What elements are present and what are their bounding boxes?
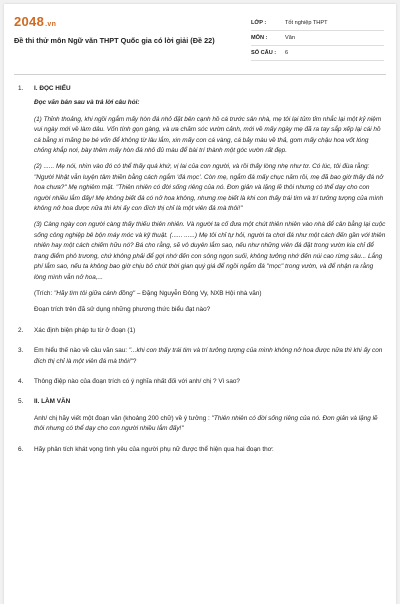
question-text: Đoạn trích trên đã sử dụng những phương thức biểu đạt nào?	[34, 306, 211, 314]
question-text: Hãy phân tích khát vọng tình yêu của người phụ nữ được thể hiện qua hai đoạn thơ:	[34, 445, 274, 453]
source-title: "Hãy tìm tôi giữa cánh đồng"	[54, 289, 136, 297]
question-prefix: Em hiểu thế nào về câu văn sau:	[34, 347, 129, 355]
section-heading: I. ĐỌC HIỂU	[34, 85, 71, 92]
question-4	[18, 377, 386, 387]
question-body	[34, 397, 386, 434]
question-suffix: ?	[132, 357, 137, 365]
question-1	[18, 84, 386, 316]
info-label: SỐ CÂU :	[251, 50, 277, 56]
exam-title: Đề thi thử môn Ngữ văn THPT Quốc gia có lời giải (Đề 22)	[14, 36, 215, 45]
passage-source	[34, 289, 386, 299]
exam-page	[4, 4, 396, 604]
question-text	[34, 414, 386, 435]
question-number: 6.	[18, 445, 24, 453]
passage-paragraph-3: (3) Càng ngày con người càng thấy thiếu thiên nhiên. Và người ta cố đưa một chút thiên nhiên vào nhà để cân bằng lại cuộc sống công nghiệp bê bộn máy móc và kỹ thuật. (...... ......) Mẹ tôi chỉ tự hỏi, người ta chơi đá như một cách đến gần với thiên nhiên hay một cách chiếm hữu nó? Bá cho rằng, sẽ vô duyên lắm sao, nếu như những viên đá đặt trong vườn kia chỉ để trang điểm phô trương, chứ không phải để gợi nhớ đến con sông ngọn suối, không tưởng nhớ đến núi cao rừng sâu... Lắng phí lắm sao, nếu ta không bao giờ chịu bỏ chút thời gian quý giá để ngồi ngắm đá "mọc" trong vườn, và để nhận ra rằng lòng mình vẫn nở hoa,...	[34, 221, 386, 281]
source-prefix: (Trích:	[34, 289, 54, 297]
question-quote: "...khi con thấy trái tim và trí tưởng tượng của mình không nở hoa được nữa thì khi ấy con đích thị chỉ là một viên đá mà thôi!"	[34, 347, 383, 365]
question-quote: "Thiên nhiên có đời sống riêng của nó. Đơn giản và lặng lẽ thôi nhưng có thể dạy cho con người nhiều lắm đấy!"	[34, 414, 378, 433]
site-logo[interactable]	[14, 14, 56, 29]
instruction: Đọc văn bản sau và trả lời câu hỏi:	[34, 99, 140, 107]
exam-content	[18, 84, 386, 465]
info-row-subject	[251, 31, 384, 46]
question-3	[18, 346, 386, 367]
question-text: Thông điệp nào của đoạn trích có ý nghĩa nhất đối với anh/ chị ? Vì sao?	[34, 377, 240, 385]
info-label: LỚP :	[251, 20, 267, 26]
question-text: Xác định biện pháp tu từ ở đoạn (1)	[34, 326, 136, 334]
info-value: 6	[285, 50, 289, 56]
logo-suffix: .vn	[45, 21, 57, 28]
info-value: Văn	[285, 35, 295, 41]
question-number: 5.	[18, 398, 24, 406]
header-divider	[14, 74, 386, 75]
question-2	[18, 326, 386, 336]
question-text	[34, 346, 386, 367]
passage-paragraph-2: (2) ...... Mẹ nói, nhìn vào đó có thể thấy quá khứ, vị lai của con người, và rồi thấy lòng nhẹ như tơ. Có lúc, tôi đùa rằng: "Người Nhật vẫn luyện tâm thiền bằng cách ngắm 'đá mọc'. Còn mẹ, ngắm đá mấy chục năm rồi, mẹ đã bao giờ thấy đá nở hoa chưa?" Mẹ nghiêm mặt. "Thiên nhiên có đời sống riêng của nó. Đơn giản và lặng lẽ thôi nhưng có thể dạy cho con người nhiều lắm đấy! Mẹ không biết đá có nở hoa không, nhưng mẹ biết là khi con thấy trái tim và trí tưởng tượng của mình không nở hoa được nữa thì khi ấy con đích thị chỉ là một viên đá mà thôi!"	[34, 163, 384, 213]
question-number: 4.	[18, 377, 24, 385]
question-5	[18, 397, 386, 434]
info-value: Tốt nghiệp THPT	[285, 20, 328, 26]
section-heading: II. LÀM VĂN	[34, 398, 71, 406]
info-row-class	[251, 16, 384, 31]
question-number: 3.	[18, 347, 24, 355]
question-number: 1.	[18, 85, 24, 92]
passage-paragraph-1: (1) Thỉnh thoảng, khi ngồi ngắm mấy hòn đá nhỏ đặt bên cạnh hồ cá trước sân nhà, mẹ tôi lại tủm tỉm nhắc lại một kỷ niệm vui ngày mới về làm dâu. Vốn tính gọn gàng, và ưa chăm sóc vườn cảnh, mới về mấy ngày mẹ đã ra tay sắp xếp lại cái hồ cá bằng xi măng be bé vốn để không từ lâu lắm, xin mấy con cá vàng, cá bảy màu về thả, gom mấy chậu hoa vốt lóng chỏng khắp nơi, bày thêm mấy hòn đá nhỏ đủ màu để bài trí thành một góc vườn rất đẹp.	[34, 115, 382, 155]
question-body	[34, 84, 386, 316]
source-suffix: – Đặng Nguyễn Đông Vy, NXB Hội nhà văn)	[135, 289, 262, 297]
logo-text: 2048	[14, 14, 45, 29]
question-prefix: Anh/ chị hãy viết một đoạn văn (khoảng 200 chữ) về ý tưởng :	[34, 414, 210, 422]
question-number: 2.	[18, 326, 24, 334]
exam-info	[251, 16, 384, 61]
question-6	[18, 445, 386, 455]
info-label: MÔN :	[251, 35, 268, 41]
info-row-count	[251, 46, 384, 61]
header	[14, 14, 386, 66]
